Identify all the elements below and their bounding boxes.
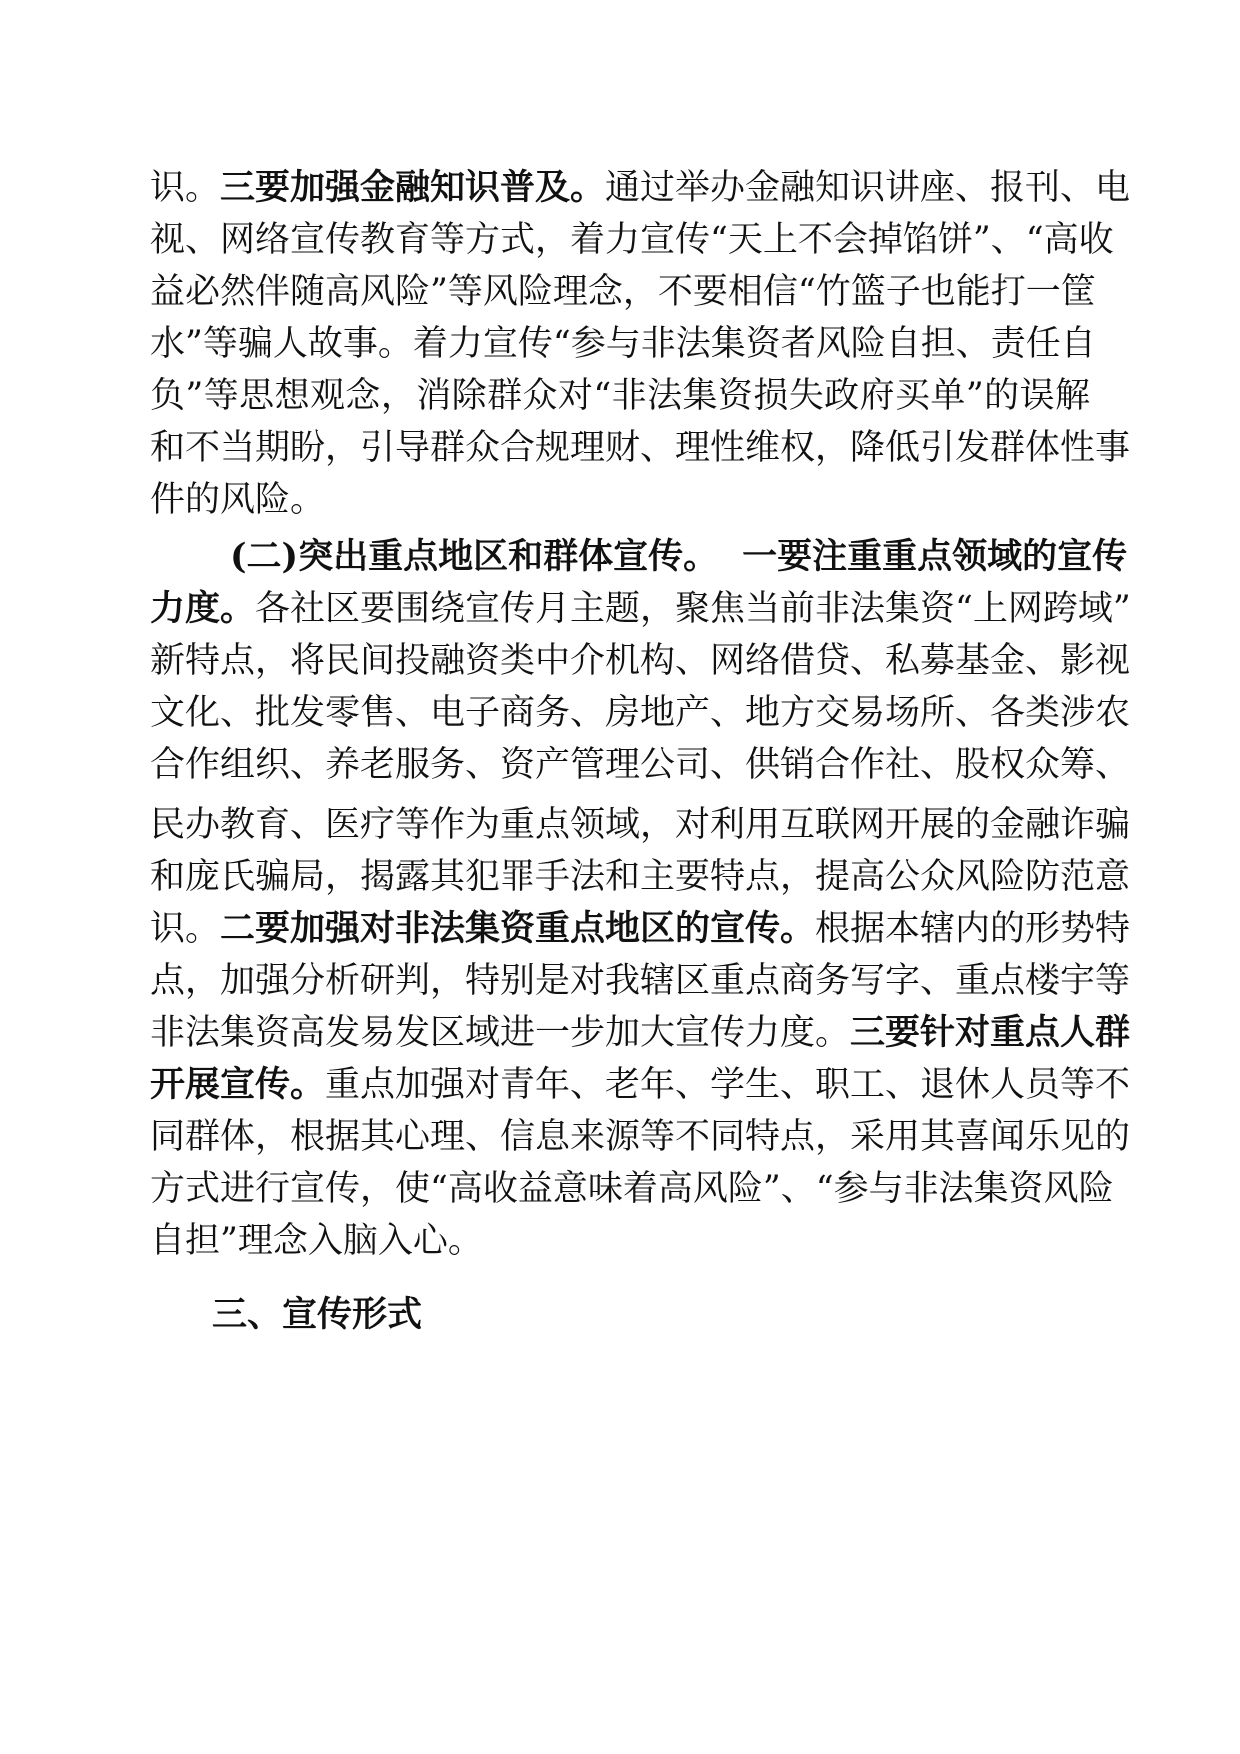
bold-lead-sentence: 开展宣传。	[150, 1064, 326, 1105]
text-run: 各社区要围绕宣传月主题，聚焦当前非法集资“上网跨域”	[255, 589, 1131, 629]
paragraph-line	[150, 158, 1131, 218]
text-run: 根据本辖内的形势特	[815, 909, 1131, 949]
paragraph-line: 和庞氏骗局，揭露其犯罪手法和主要特点，提高公众风险防范意	[150, 857, 1131, 897]
section-heading: 三、宣传形式	[212, 1294, 423, 1335]
paragraph-line	[150, 899, 1131, 959]
paragraph-line: 方式进行宣传，使“高收益意味着高风险”、“参与非法集资风险	[150, 1169, 1114, 1209]
paragraph-line	[150, 1055, 1131, 1115]
paragraph-line	[150, 579, 1131, 639]
bold-lead-sentence: 一要注重重点领域的宣传	[742, 536, 1128, 577]
paragraph-line: 文化、批发零售、电子商务、房地产、地方交易场所、各类涉农	[150, 693, 1131, 733]
text-run: 识。	[150, 168, 221, 208]
subsection-heading: (二)突出重点地区和群体宣传。	[230, 536, 719, 577]
paragraph-line: 自担”理念入脑入心。	[150, 1221, 483, 1261]
paragraph-line: 合作组织、养老服务、资产管理公司、供销合作社、股权众筹、	[150, 745, 1131, 785]
bold-lead-sentence: 二要加强对非法集资重点地区的宣传。	[220, 908, 816, 949]
bold-lead-sentence: 三要针对重点人群	[850, 1012, 1131, 1053]
paragraph-line: 民办教育、医疗等作为重点领域，对利用互联网开展的金融诈骗	[150, 805, 1131, 845]
paragraph-line: 同群体，根据其心理、信息来源等不同特点，采用其喜闻乐见的	[150, 1117, 1131, 1157]
paragraph-line: 负”等思想观念，消除群众对“非法集资损失政府买单”的误解	[150, 376, 1090, 416]
text-run: 非法集资高发易发区域进一步加大宣传力度。	[150, 1013, 851, 1053]
paragraph-line: 和不当期盼，引导群众合规理财、理性维权，降低引发群体性事	[150, 428, 1131, 468]
paragraph-line: 视、网络宣传教育等方式，着力宣传“天上不会掉馅饼”、“高收	[150, 220, 1114, 260]
paragraph-line: 水”等骗人故事。着力宣传“参与非法集资者风险自担、责任自	[150, 324, 1096, 364]
paragraph-line	[230, 527, 1128, 587]
text-run: 识。	[150, 909, 221, 949]
paragraph-line: 点，加强分析研判，特别是对我辖区重点商务写字、重点楼宇等	[150, 961, 1131, 1001]
paragraph-line: 益必然伴随高风险”等风险理念，不要相信“竹篮子也能打一筐	[150, 272, 1096, 312]
bold-lead-sentence: 力度。	[150, 588, 256, 629]
paragraph-line: 件的风险。	[150, 480, 326, 520]
text-run: 重点加强对青年、老年、学生、职工、退休人员等不	[325, 1065, 1131, 1105]
document-page	[150, 0, 1131, 1754]
text-run: 通过举办金融知识讲座、报刊、电	[605, 168, 1131, 208]
paragraph-line	[150, 1003, 1131, 1063]
paragraph-line: 新特点，将民间投融资类中介机构、网络借贷、私募基金、影视	[150, 641, 1131, 681]
bold-lead-sentence: 三要加强金融知识普及。	[220, 167, 606, 208]
